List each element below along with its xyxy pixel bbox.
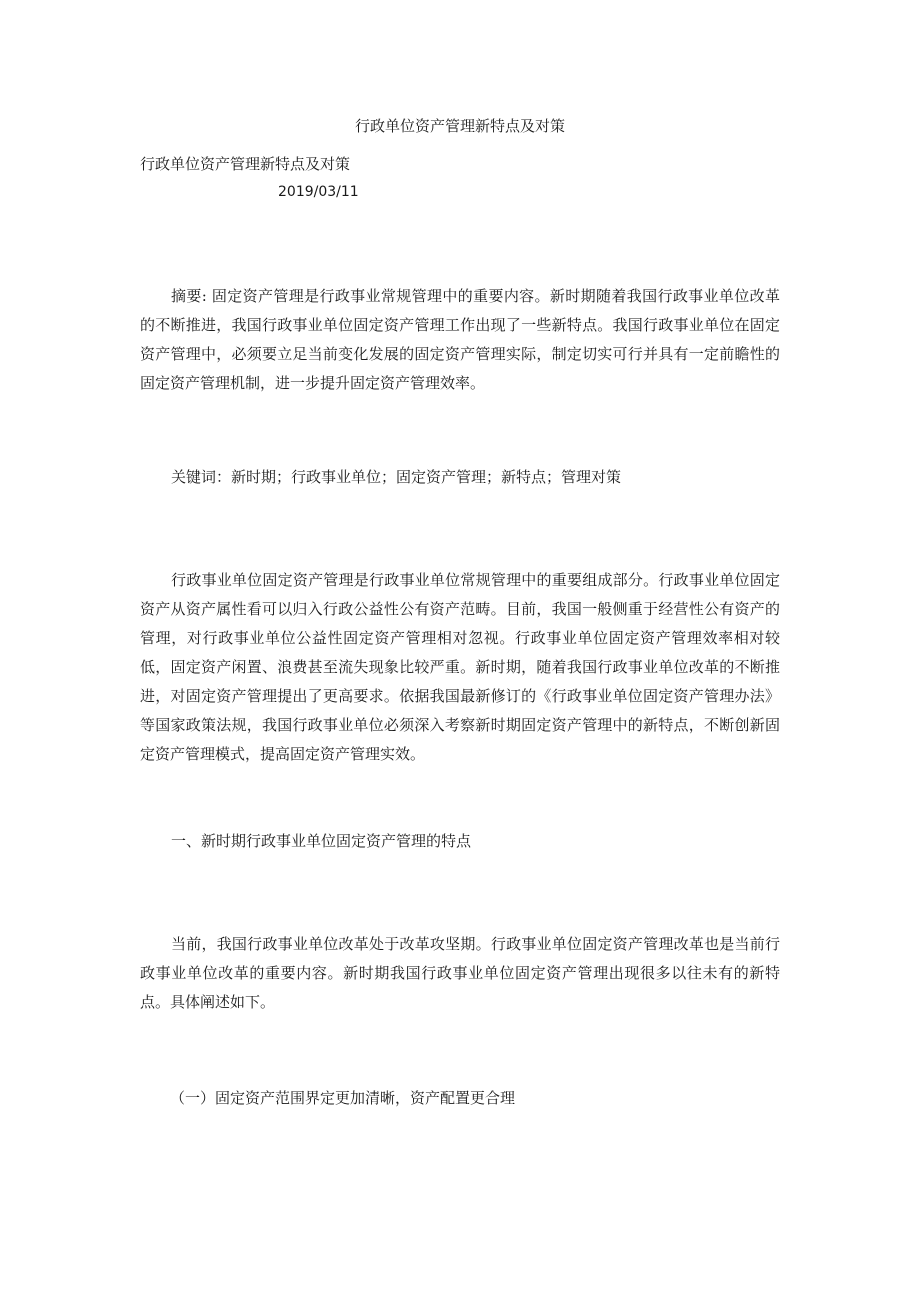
subsection-1-heading: （一）固定资产范围界定更加清晰，资产配置更合理 bbox=[170, 1089, 516, 1107]
abstract-paragraph: 摘要: 固定资产管理是行政事业常规管理中的重要内容。新时期随着我国行政事业单位改革的不断推进，我国行政事业单位固定资产管理工作出现了一些新特点。我国行政事业单位在固定资产管理中，必须要立足当前变化发展的固定资产管理实际，制定切实可行并具有一定前瞻性的固定资产管理机制，进一步提升固定资产管理效率。 bbox=[140, 287, 780, 392]
intro-paragraph: 行政事业单位固定资产管理是行政事业单位常规管理中的重要组成部分。行政事业单位固定资产从资产属性看可以归入行政公益性公有资产范畴。目前，我国一般侧重于经营性公有资产的管理，对行政事业单位公益性固定资产管理相对忽视。行政事业单位固定资产管理效率相对较低，固定资产闲置、浪费甚至流失现象比较严重。新时期，随着我国行政事业单位改革的不断推进，对固定资产管理提出了更高要求。依据我国最新修订的《行政事业单位固定资产管理办法》等国家政策法规，我国行政事业单位必须深入考察新时期固定资产管理中的新特点，不断创新固定资产管理模式，提高固定资产管理实效。 bbox=[140, 571, 780, 763]
keywords-line: 关键词：新时期；行政事业单位；固定资产管理；新特点；管理对策 bbox=[171, 468, 622, 486]
publish-date: 2019/03/11 bbox=[278, 184, 359, 200]
document-title: 行政单位资产管理新特点及对策 bbox=[354, 117, 565, 135]
section-1-heading: 一、新时期行政事业单位固定资产管理的特点 bbox=[171, 832, 472, 850]
section-1-paragraph: 当前，我国行政事业单位改革处于改革攻坚期。行政事业单位固定资产管理改革也是当前行政事业单位改革的重要内容。新时期我国行政事业单位固定资产管理出现很多以往未有的新特点。具体阐述如下。 bbox=[140, 935, 780, 1011]
document-subtitle: 行政单位资产管理新特点及对策 bbox=[140, 155, 351, 173]
